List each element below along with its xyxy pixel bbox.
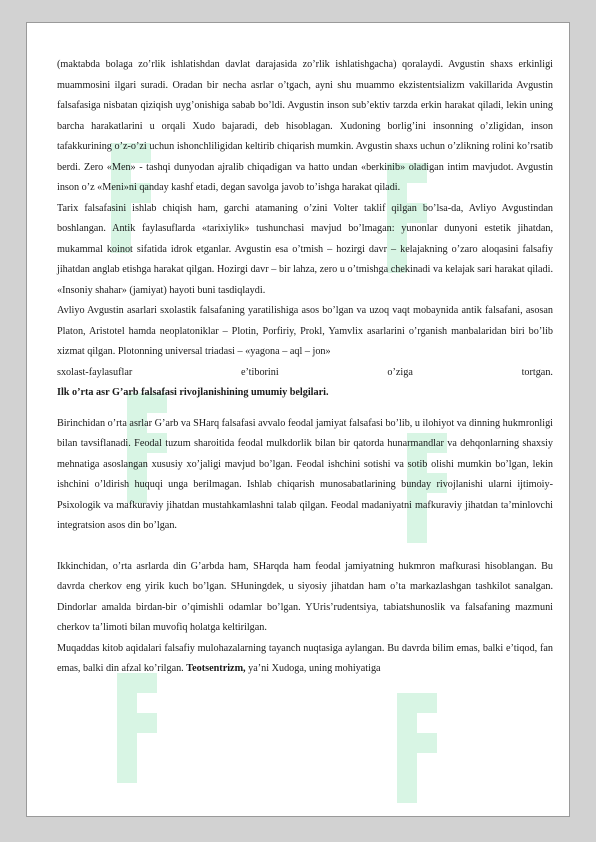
paragraph <box>57 639 553 680</box>
split-line <box>57 363 553 384</box>
watermark-logo-icon <box>377 683 467 813</box>
paragraph: (maktabda bolaga zo’rlik ishlatishdan davlat darajasida zo’rlik ishlatishgacha) qoralaydi. Avgustin shaxs erkinligi muammosini ilgari suradi. Oradan bir necha asrlar o’tgach, ayni shu muammo ekzistentsializm vakillarida Avgustin falsafasiga nisbatan qiziqish uyg’onishiga sabab bo’ldi. Avgustin inson sub’ektiv tarzda erkin harakat qiladi, lekin uning barcha harakatlarini u orqali Xudo bajaradi, deb hisoblagan. Xudoning borlig’ini insonning o’zligidan, inson tafakkurining o’z-o’zi uchun ishonchliligidan keltirib chiqarish mumkin. Avgustin shaxs uchun o’zlikning rolini ko’rsatib berdi. Zero «Men» - tashqi dunyodan ajralib chiqadigan va hatto undan «berkinib» oladigan intim mavjudot. Avgustin inson o’z «Meni»ni qanday kashf etadi, degan savolga javob to’ishga harakat qiladi. <box>57 59 553 193</box>
document-page <box>26 22 570 817</box>
document-body <box>57 55 553 680</box>
bold-term: Teotsentrizm, <box>186 663 246 674</box>
paragraph-text: Muqaddas kitob aqidalari falsafiy mulohazalarning tayanch nuqtasiga aylangan. Bu davrda bilim emas, balki e’tiqod, fan emas, balki din afzal ko’rilgan. <box>57 642 553 674</box>
paragraph: Birinchidan o’rta asrlar G’arb va SHarq falsafasi avvalo feodal jamiyat falsafasi bo’lib, u ilohiyot va dinning hukmronligi bilan tavsiflanadi. Feodal tuzum sharoitida feodal mulkdorlik bilan bir qatorda hunarmandlar va dehqonlarning shaxsiy mehnatiga asoslangan xususiy xo’jaligi mavjud bo’lgan. Feodal ishchini sotishi va sotib olishi mumkin bo’lgan, lekin ishchini o’ldirish huquqi unga berilmagan. Ishlab chiqarish munosabatlarining bunday rivojlanishi ularni ijtimoiy-Psixologik va mafkuraviy jihatdan mustahkamlashni talab qilgan. Feodal madaniyatni mafkuraviy jihatdan ta’minlovchi integratsion asos din bo’lgan. <box>57 417 553 531</box>
split-word: sxolast-faylasuflar <box>57 366 133 378</box>
split-word: o’ziga <box>387 366 413 378</box>
watermark-logo-icon <box>97 663 187 793</box>
split-word: tortgan. <box>521 366 553 378</box>
section-heading: Ilk o’rta asr G’arb falsafasi rivojlanishining umumiy belgilari. <box>57 387 329 398</box>
split-word: e’tiborini <box>240 366 279 378</box>
paragraph: Tarix falsafasini ishlab chiqish ham, garchi atamaning o’zini Volter taklif qilgan bo’lsa-da, Avliyo Avgustindan boshlangan. Antik faylasuflarda «tarixiylik» tushunchasi mavjud bo’lmagan: yunonlar dunyoni estetik jihatdan, mukammal koinot sifatida idrok etganlar. Avgustin esa o’tmish – hozirgi davr – kelajakning o’zaro aloqasini falsafiy jihatdan anglab etishga harakat qilgan. Hozirgi davr – bir lahza, zero u o’tmishga chekinadi va kelajak sari harakat qiladi. «Insoniy shahar» (jamiyat) hayoti buni tasdiqlaydi. <box>57 202 553 296</box>
paragraph: Avliyo Avgustin asarlari sxolastik falsafaning yaratilishiga asos bo’lgan va uzoq vaqt mobaynida antik falsafani, asosan Platon, Aristotel hamda neoplatoniklar – Plotin, Porfiriy, Prokl, Yamvlix asarlarini o’rganish manbalaridan biri bo’lib xizmat qilgan. Plotonning universal triadasi – «yagona – aql – jon» <box>57 305 553 357</box>
paragraph-text: ya’ni Xudoga, uning mohiyatiga <box>248 663 381 674</box>
paragraph: Ikkinchidan, o’rta asrlarda din G’arbda ham, SHarqda ham feodal jamiyatning hukmron mafkurasi hisoblangan. Bu davrda cherkov eng yirik kuch bo’lgan. SHuningdek, u siyosiy jihatdan ham o’ta markazlashgan tashkilot sanalgan. Dindorlar amalda birdan-bir o’qimishli odamlar bo’lgan. YUris’rudentsiya, tabiatshunoslik va falsafaning mazmuni cherkov ta’limoti bilan muvofiq holatga keltirilgan. <box>57 560 553 633</box>
